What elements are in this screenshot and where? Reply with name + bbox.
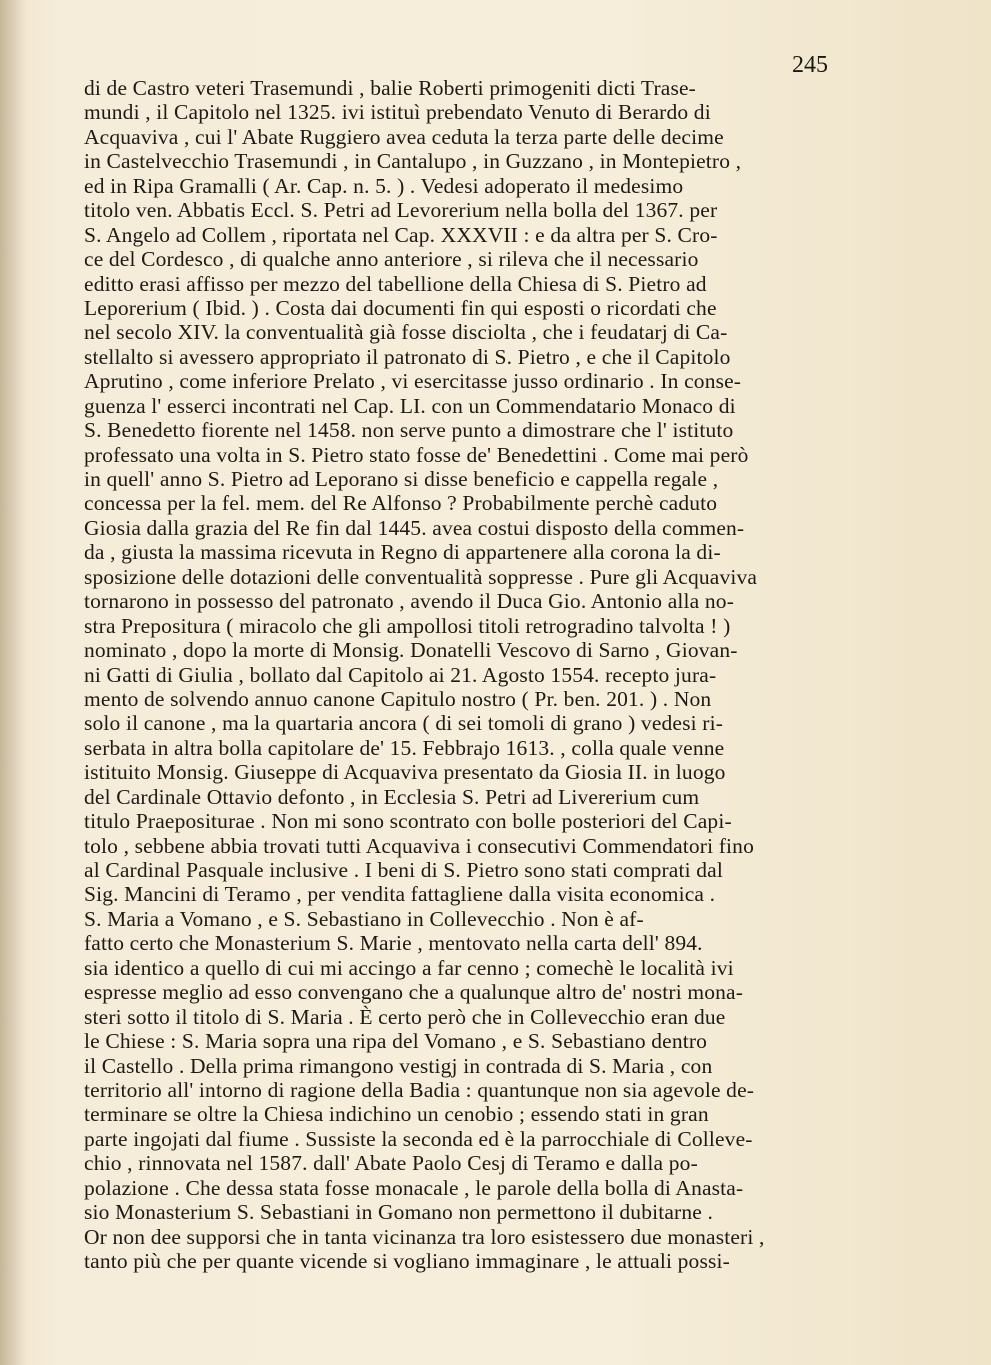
text-line: al Cardinal Pasquale inclusive . I beni di S. Pietro sono stati comprati dal <box>84 858 723 882</box>
text-line: steri sotto il titolo di S. Maria . È certo però che in Collevecchio eran due <box>84 1004 726 1029</box>
text-line: sia identico a quello di cui mi accingo a far cenno ; comechè le località ivi <box>84 955 734 980</box>
text-line: ni Gatti di Giulia , bollato dal Capitolo ai 21. Agosto 1554. recepto jura- <box>84 662 717 687</box>
text-line: fatto certo che Monasterium S. Marie , mentovato nella carta dell' 894. <box>84 931 703 956</box>
text-line: sposizione delle dotazioni delle conventualità soppresse . Pure gli Acquaviva <box>84 564 758 589</box>
text-line: chio , rinnovata nel 1587. dall' Abate Paolo Cesj di Teramo e dalla po- <box>84 1151 698 1176</box>
text-line: S. Angelo ad Collem , riportata nel Cap. XXXVII : e da altra per S. Cro- <box>84 222 718 247</box>
text-line: del Cardinale Ottavio defonto , in Ecclesia S. Petri ad Livererium cum <box>84 784 700 809</box>
text-line: stellalto si avessero appropriato il patronato di S. Pietro , e che il Capitolo <box>84 344 731 369</box>
text-line: in quell' anno S. Pietro ad Leporano si disse beneficio e cappella regale , <box>84 467 719 491</box>
text-line: il Castello . Della prima rimangono vestigj in contrada di S. Maria , con <box>84 1053 713 1078</box>
text-line: tolo , sebbene abbia trovati tutti Acquaviva i consecutivi Commendatori fino <box>84 833 754 858</box>
text-line: mundi , il Capitolo nel 1325. ivi istituì prebendato Venuto di Berardo di <box>84 100 711 125</box>
page-number: 245 <box>792 52 828 78</box>
text-line: Giosia dalla grazia del Re fin dal 1445. avea costui disposto della commen- <box>84 515 745 540</box>
body-text <box>84 76 874 1273</box>
text-line: Leporerium ( Ibid. ) . Costa dai documenti fin qui esposti o ricordati che <box>84 295 717 320</box>
text-line: professato una volta in S. Pietro stato fosse de' Benedettini . Come mai però <box>84 442 749 467</box>
text-line: da , giusta la massima ricevuta in Regno di appartenere alla corona la di- <box>84 540 721 565</box>
text-line: terminare se oltre la Chiesa indichino un cenobio ; essendo stati in gran <box>84 1102 709 1127</box>
text-line: ce del Cordesco , di qualche anno anteriore , si rileva che il necessario <box>84 247 699 272</box>
text-line: Acquaviva , cui l' Abate Ruggiero avea ceduta la terza parte delle decime <box>84 124 724 149</box>
text-line: solo il canone , ma la quartaria ancora ( di sei tomoli di grano ) vedesi ri- <box>84 711 724 736</box>
text-line: stra Prepositura ( miracolo che gli ampollosi titoli retrogradino talvolta ! ) <box>84 613 731 638</box>
spine-shadow <box>0 0 26 1365</box>
text-line: serbata in altra bolla capitolare de' 15. Febbrajo 1613. , colla quale venne <box>84 735 725 760</box>
text-line: guenza l' esserci incontrati nel Cap. LI. con un Commendatario Monaco di <box>84 393 736 418</box>
text-line: Sig. Mancini di Teramo , per vendita fattagliene dalla visita economica . <box>84 882 716 907</box>
text-line: istituito Monsig. Giuseppe di Acquaviva presentato da Giosia II. in luogo <box>84 760 726 785</box>
text-line: ed in Ripa Gramalli ( Ar. Cap. n. 5. ) . Vedesi adoperato il medesimo <box>84 173 684 198</box>
text-line: polazione . Che dessa stata fosse monacale , le parole della bolla di Anasta- <box>84 1175 744 1200</box>
text-line: tornarono in possesso del patronato , avendo il Duca Gio. Antonio alla no- <box>84 589 735 614</box>
text-line: nominato , dopo la morte di Monsig. Donatelli Vescovo di Sarno , Giovan- <box>84 638 738 663</box>
text-line: tanto più che per quante vicende si vogliano immaginare , le attuali possi- <box>84 1249 730 1273</box>
text-line: S. Maria a Vomano , e S. Sebastiano in Collevecchio . Non è af- <box>84 906 644 931</box>
text-line: territorio all' intorno di ragione della Badia : quantunque non sia agevole de- <box>84 1077 755 1102</box>
text-line: di de Castro veteri Trasemundi , balie Roberti primogeniti dicti Trase- <box>84 76 696 100</box>
text-line: concessa per la fel. mem. del Re Alfonso ? Probabilmente perchè caduto <box>84 491 718 516</box>
text-line: S. Benedetto fiorente nel 1458. non serve punto a dimostrare che l' istituto <box>84 418 734 443</box>
text-line: editto erasi affisso per mezzo del tabellione della Chiesa di S. Pietro ad <box>84 271 707 296</box>
text-line: parte ingojati dal fiume . Sussiste la seconda ed è la parrocchiale di Colleve- <box>84 1126 753 1151</box>
text-line: sio Monasterium S. Sebastiani in Gomano non permettono il dubitarne . <box>84 1200 713 1225</box>
text-line: nel secolo XIV. la conventualità già fosse disciolta , che i feudatarj di Ca- <box>84 320 728 345</box>
text-line: mento de solvendo annuo canone Capitulo nostro ( Pr. ben. 201. ) . Non <box>84 686 712 711</box>
text-line: Or non dee supporsi che in tanta vicinanza tra loro esistessero due monasteri , <box>84 1224 765 1249</box>
text-line: espresse meglio ad esso convengano che a qualunque altro de' nostri mona- <box>84 980 744 1005</box>
text-line: le Chiese : S. Maria sopra una ripa del Vomano , e S. Sebastiano dentro <box>84 1029 708 1054</box>
text-line: titulo Praepositurae . Non mi sono scontrato con bolle posteriori del Capi- <box>84 809 732 834</box>
text-line: titolo ven. Abbatis Eccl. S. Petri ad Levorerium nella bolla del 1367. per <box>84 198 718 223</box>
text-line: in Castelvecchio Trasemundi , in Cantalupo , in Guzzano , in Montepietro , <box>84 149 742 174</box>
text-line: Aprutino , come inferiore Prelato , vi esercitasse jusso ordinario . In conse- <box>84 369 742 394</box>
